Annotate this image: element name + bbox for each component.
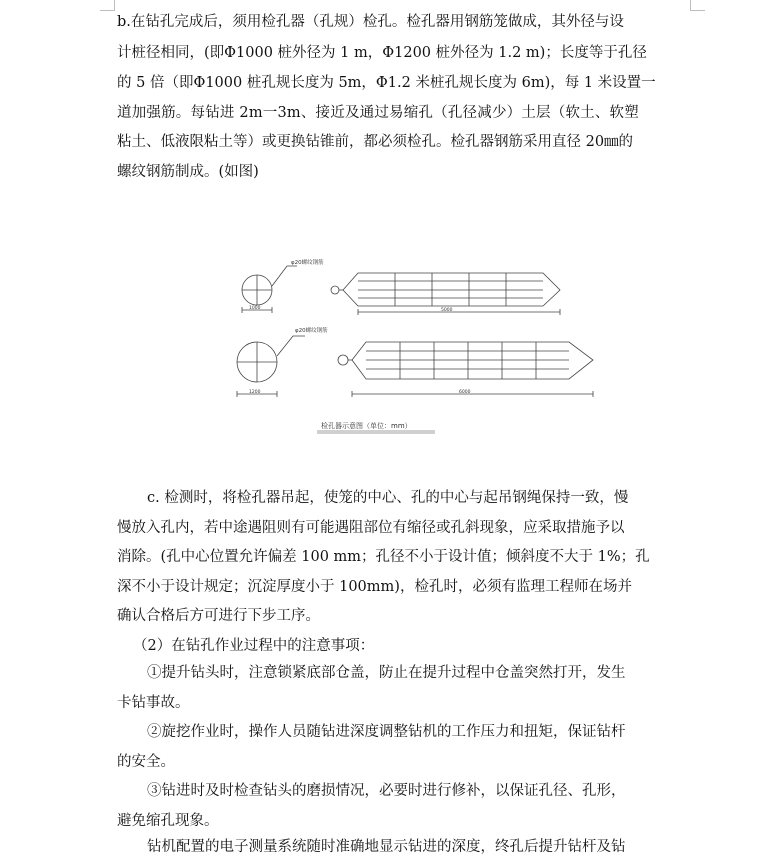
paragraph-c-line-1: c. 检测时，将检孔器吊起，使笼的中心、孔的中心与起吊钢绳保持一致，慢 xyxy=(147,490,629,506)
top-width-label: 1000 xyxy=(249,306,261,311)
paragraph-b-line-6: 螺纹钢筋制成。(如图) xyxy=(117,164,259,180)
bottom-length-label: 6000 xyxy=(459,390,471,395)
top-length-label: 5000 xyxy=(441,308,453,313)
measurement-paragraph-line-1: 钻机配置的电子测量系统随时准确地显示钻进的深度，终孔后提升钻杆及钻 xyxy=(147,839,626,855)
paragraph-c-line-4: 深不小于设计规定；沉淀厚度小于 100mm)，检孔时，必须有监理工程师在场并 xyxy=(117,579,632,595)
paragraph-b-line-1: b.在钻孔完成后，须用检孔器（孔规）检孔。检孔器用钢筋笼做成，其外径与设 xyxy=(117,14,624,30)
diagram-caption: 检孔器示意图（单位：mm） xyxy=(321,422,412,430)
note-2-line-2: 的安全。 xyxy=(117,754,175,770)
paragraph-c-line-2: 慢放入孔内，若中途遇阻则有可能遇阻部位有缩径或孔斜现象，应采取措施予以 xyxy=(117,520,625,536)
note-1-line-1: ①提升钻头时，注意锁紧底部仓盖，防止在提升过程中仓盖突然打开，发生 xyxy=(147,665,626,681)
hole-gauge-diagram xyxy=(225,252,605,442)
bottom-width-label: 1200 xyxy=(249,390,261,395)
top-rebar-label: φ20螺纹钢筋 xyxy=(291,260,324,266)
note-3-line-1: ③钻进时及时检查钻头的磨损情况，必要时进行修补，以保证孔径、孔形， xyxy=(147,783,626,799)
note-2-line-1: ②旋挖作业时，操作人员随钻进深度调整钻机的工作压力和扭矩，保证钻杆 xyxy=(147,724,626,740)
paragraph-b-line-2: 计桩径相同，(即Φ1000 桩外径为 1 m，Φ1200 桩外径为 1.2 m)；长度等于孔径 xyxy=(117,45,647,61)
page-corner-mark-left xyxy=(100,0,115,11)
note-1-line-2: 卡钻事故。 xyxy=(117,695,190,711)
page-corner-mark-right xyxy=(690,0,705,11)
bottom-rebar-label: φ20螺纹钢筋 xyxy=(295,328,328,334)
paragraph-b-line-4: 道加强筋。每钻进 2m一3m、接近及通过易缩孔（孔径减少）土层（软土、软塑 xyxy=(117,105,639,121)
paragraph-c-line-5: 确认合格后方可进行下步工序。 xyxy=(117,608,320,624)
paragraph-c-line-3: 消除。(孔中心位置允许偏差 100 mm；孔径不小于设计值；倾斜度不大于 1%；孔 xyxy=(117,549,650,565)
paragraph-b-line-3: 的 5 倍（即Φ1000 桩孔规长度为 5m，Φ1.2 米桩孔规长度为 6m)，每 1 米设置一 xyxy=(117,75,656,91)
section-2-heading: （2）在钻孔作业过程中的注意事项： xyxy=(133,638,375,654)
paragraph-b-line-5: 粘土、低液限粘土等）或更换钻锥前，都必须检孔。检孔器钢筋采用直径 20㎜的 xyxy=(117,134,634,150)
note-3-line-2: 避免缩孔现象。 xyxy=(117,813,219,829)
